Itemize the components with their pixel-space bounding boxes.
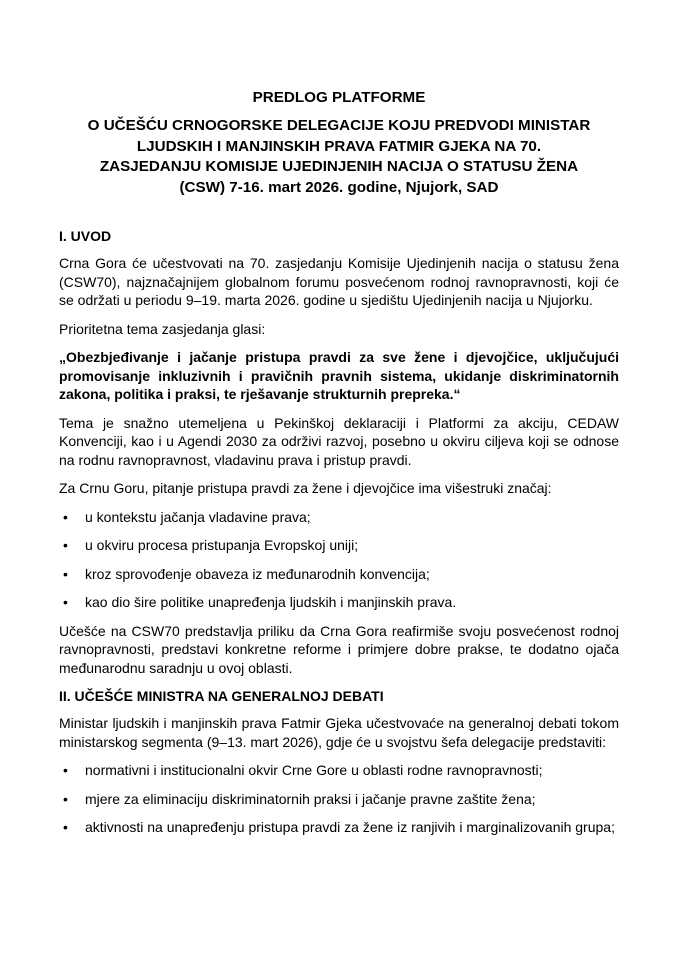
list-item [59, 790, 619, 809]
paragraph: Prioritetna tema zasjedanja glasi: [59, 320, 266, 337]
list-item-text: aktivnosti na unapređenju pristupa pravdi za žene iz ranjivih i marginalizovanih grupa; [85, 819, 615, 835]
bullet-list [59, 761, 619, 837]
section-heading: I. UVOD [59, 228, 112, 244]
list-item-text: mjere za eliminaciju diskriminatornih praksi i jačanje pravne zaštite žena; [85, 790, 536, 807]
list-item [59, 508, 619, 527]
list-item [59, 536, 619, 555]
list-item-text: kroz sprovođenje obaveza iz međunarodnih konvencija; [85, 565, 430, 582]
list-item [59, 818, 619, 837]
paragraph: Učešće na CSW70 predstavlja priliku da Crna Gora reafirmiše svoju posvećenost rodnoj ravnopravnosti, predstavi konkretne reforme i primjere dobre prakse, te dodatno ojača međunarodnu saradnju u ovoj oblasti. [59, 622, 619, 676]
list-item [59, 593, 619, 612]
paragraph: Ministar ljudskih i manjinskih prava Fatmir Gjeka učestvovaće na generalnoj debati tokom ministarskog segmenta (9–13. mart 2026), gdje će u svojstvu šefa delegacije predstaviti: [59, 715, 619, 750]
bullet-icon: • [63, 565, 68, 582]
paragraph: Za Crnu Goru, pitanje pristupa pravdi za žene i djevojčice ima višestruki značaj: [59, 480, 552, 496]
bullet-icon: • [63, 819, 68, 835]
list-item-text: normativni i institucionalni okvir Crne Gore u oblasti rodne ravnopravnosti; [85, 762, 543, 778]
bullet-icon: • [63, 508, 68, 525]
section-general-debate [59, 687, 619, 837]
document-title: PREDLOG PLATFORME [252, 89, 426, 106]
bullet-icon: • [63, 594, 68, 610]
document-subtitle [59, 116, 619, 198]
subtitle-line: O UČEŠĆU CRNOGORSKE DELEGACIJE KOJU PREDVODI MINISTAR [87, 117, 591, 134]
list-item-text: u okviru procesa pristupanja Evropskoj uniji; [85, 537, 359, 553]
bullet-icon: • [63, 762, 68, 778]
bullet-list [59, 508, 619, 612]
list-item [59, 761, 619, 780]
section-introduction [59, 227, 619, 677]
bullet-icon: • [63, 537, 68, 553]
list-item-text: u kontekstu jačanja vladavine prava; [85, 508, 311, 525]
priority-theme-quote: „Obezbjeđivanje i jačanje pristupa pravdi za sve žene i djevojčice, uključujući promovisanje inkluzivnih i pravičnih pravnih sistema, ukidanje diskriminatornih zakona, politika i praksi, te rješavanje strukturnih prepreka.“ [59, 349, 619, 402]
paragraph: Crna Gora će učestvovati na 70. zasjedanju Komisije Ujedinjenih nacija o statusu žena (CSW70), najznačajnijem globalnom forumu posvećenom rodnoj ravnopravnosti, koji će se održati u periodu 9–19. marta 2026. godine u sjedištu Ujedinjenih nacija u Njujorku. [59, 255, 619, 308]
section-heading: II. UČEŠĆE MINISTRA NA GENERALNOJ DEBATI [59, 688, 384, 704]
subtitle-line: LJUDSKIH I MANJINSKIH PRAVA FATMIR GJEKA NA 70. [136, 137, 542, 155]
subtitle-line: ZASJEDANJU KOMISIJE UJEDINJENIH NACIJA O STATUSU ŽENA [99, 158, 579, 175]
bullet-icon: • [63, 790, 68, 807]
paragraph: Tema je snažno utemeljena u Pekinškoj deklaraciji i Platformi za akciju, CEDAW Konvenciji, kao i u Agendi 2030 za održivi razvoj, posebno u okviru ciljeva koji se odnose na rodnu ravnopravnost, vladavinu prava i pristup pravdi. [59, 414, 619, 468]
subtitle-line: (CSW) 7-16. mart 2026. godine, Njujork, SAD [179, 178, 499, 196]
list-item-text: kao dio šire politike unapređenja ljudskih i manjinskih prava. [85, 594, 457, 610]
list-item [59, 565, 619, 584]
